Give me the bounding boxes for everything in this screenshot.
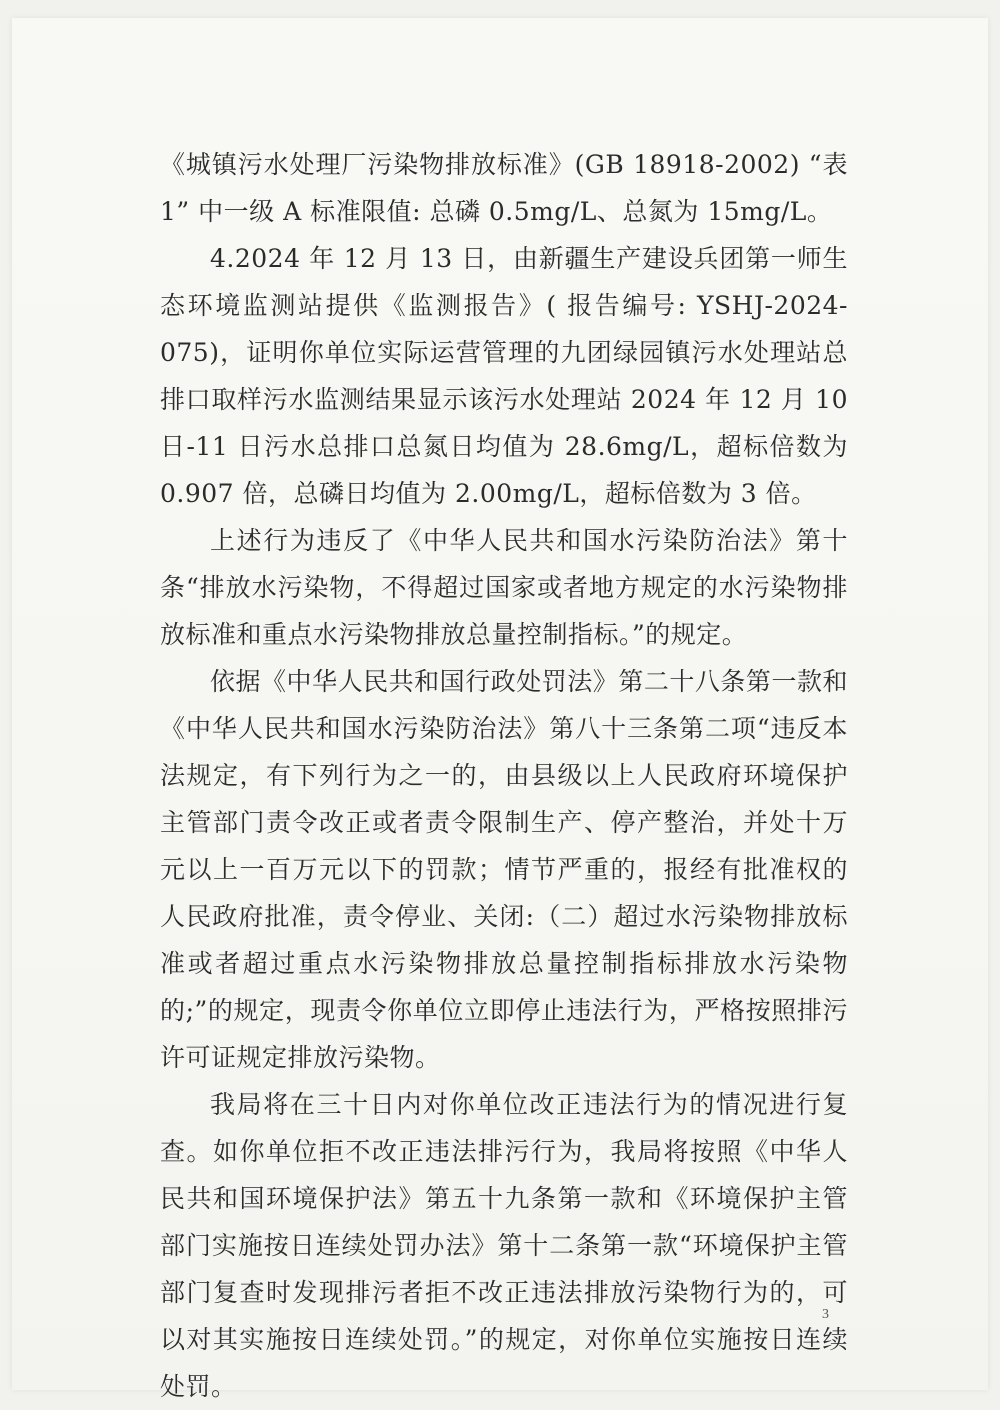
paragraph-review-notice: 我局将在三十日内对你单位改正违法行为的情况进行复查。如你单位拒不改正违法排污行为，我局将按照《中华人民共和国环境保护法》第五十九条第一款和《环境保护主管部门实施按日连续处罚办法》第十二条第一款“环境保护主管部门复查时发现排污者拒不改正违法排放污染物行为的，可以对其实施按日连续处罚。”的规定，对你单位实施按日连续处罚。 [160,1090,848,1401]
paragraph-legal-basis: 依据《中华人民共和国行政处罚法》第二十八条第一款和《中华人民共和国水污染防治法》第八十三条第二项“违反本法规定，有下列行为之一的，由县级以上人民政府环境保护主管部门责令改正或者责令限制生产、停产整治，并处十万元以上一百万元以下的罚款；情节严重的，报经有批准权的人民政府批准，责令停业、关闭:（二）超过水污染物排放标准或者超过重点水污染物排放总量控制指标排放水污染物的;”的规定，现责令你单位立即停止违法行为，严格按照排污许可证规定排放污染物。 [160,667,848,1072]
paragraph-violation: 上述行为违反了《中华人民共和国水污染防治法》第十条“排放水污染物，不得超过国家或者地方规定的水污染物排放标准和重点水污染物排放总量控制指标。”的规定。 [160,526,848,649]
document-body [160,141,848,1410]
paragraph-standard-limits: 《城镇污水处理厂污染物排放标准》(GB 18918-2002) “表 1” 中一级 A 标准限值: 总磷 0.5mg/L、总氮为 15mg/L。 [160,150,848,226]
page-number: 3 [822,1307,829,1322]
paragraph-monitoring-report: 4.2024 年 12 月 13 日，由新疆生产建设兵团第一师生态环境监测站提供《监测报告》( 报告编号: YSHJ-2024-075)，证明你单位实际运营管理的九团绿园镇污水处理站总排口取样污水监测结果显示该污水处理站 2024 年 12 月 10 日-11 日污水总排口总氮日均值为 28.6mg/L，超标倍数为 0.907 倍，总磷日均值为 2.00mg/L，超标倍数为 3 倍。 [160,244,848,508]
